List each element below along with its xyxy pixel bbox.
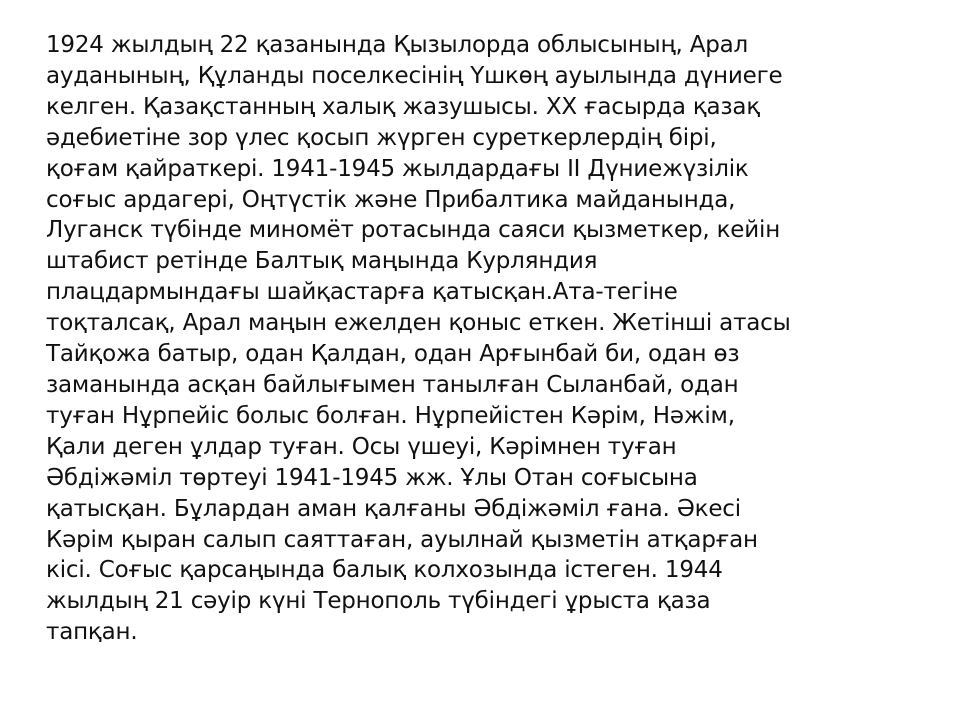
biography-text: 1924 жылдың 22 қазанында Қызылорда облысының, Арал ауданының, Құланды поселкесінің Үшкөң ауылында дүниеге келген. Қазақстанның халық жазушысы. XX ғасырда қазақ әдебиетіне зор үлес қосып жүрген суреткерлердің бірі, қоғам қайраткері. 1941-1945 жылдардағы II Дүниежүзілік соғыс ардагері, Оңтүстік және Прибалтика майданында, Луганск түбінде миномёт ротасында саяси қызметкер, кейін штабист ретінде Балтық маңында Курляндия плацдармындағы шайқастарға қатысқан.Ата-тегіне тоқталсақ, Арал маңын ежелден қоныс еткен. Жетінші атасы Тайқожа батыр, одан Қалдан, одан Арғынбай би, одан өз заманында асқан байлығымен танылған Сыланбай, одан туған Нұрпейіс болыс болған. Нұрпейістен Кәрім, Нәжім, Қали деген ұлдар туған. Осы үшеуі, Кәрімнен туған Әбдіжәміл төртеуі 1941-1945 жж. Ұлы Отан соғысына қатысқан. Бұлардан аман қалғаны Әбдіжәміл ғана. Әкесі Кәрім қыран салып саяттаған, ауылнай қызметін атқарған кісі. Соғыс қарсаңында балық колхозында істеген. 1944 жылдың 21 сәуір күні Тернополь түбіндегі ұрыста қаза тапқан. <box>46 32 791 646</box>
